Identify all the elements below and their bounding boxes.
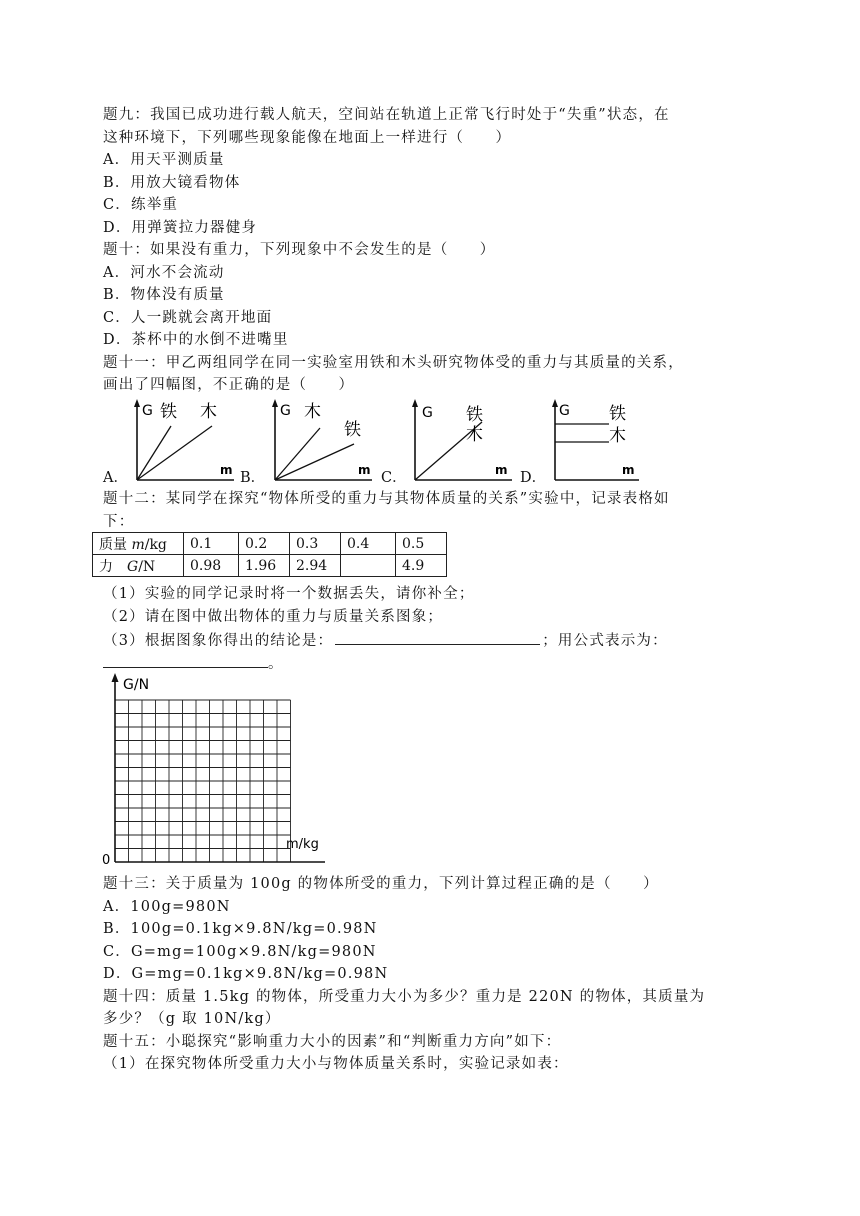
table-cell: 0.3: [290, 533, 341, 555]
formula-blank[interactable]: [103, 652, 268, 668]
q9-stem-line2: 这种环境下，下列哪些现象能像在地面上一样进行（ ）: [103, 130, 512, 146]
axis-label-g: G: [559, 403, 570, 419]
axis-label-g: G: [422, 405, 433, 421]
q10-option-a: A．河水不会流动: [103, 265, 225, 281]
table-cell: 2.94: [290, 555, 341, 577]
table-cell: 0.1: [184, 533, 239, 555]
y-axis-arrow-icon: [552, 399, 558, 407]
label-iron: 铁: [466, 405, 483, 425]
q11-label-c: C．: [381, 470, 407, 486]
label-iron: 铁: [344, 420, 361, 440]
q12-sub3-prefix: （3）根据图象你得出的结论是：: [103, 633, 334, 649]
q9-option-c: C．练举重: [103, 197, 179, 213]
q9-stem-line1: 题九：我国已成功进行载人航天，空间站在轨道上正常飞行时处于“失重”状态，在: [103, 107, 670, 123]
axis-label-g: G: [142, 403, 153, 419]
q11-label-d: D．: [520, 470, 547, 486]
grid-lines: [115, 700, 291, 862]
label-wood: 木: [304, 402, 321, 422]
label-iron: 铁: [160, 402, 177, 422]
axis-label-m: m: [495, 463, 508, 477]
q11-label-b: B．: [240, 470, 266, 486]
y-axis-arrow-icon: [134, 399, 140, 407]
grid-origin-label: 0: [102, 853, 111, 868]
q9-option-a: A．用天平测质量: [103, 152, 225, 168]
axis-label-g: G: [280, 403, 291, 419]
header-mass-prefix: 质量: [99, 536, 132, 553]
table-row-gravity: [93, 555, 447, 577]
q12-sub3-end: 。: [268, 656, 284, 672]
table-cell: 4.9: [396, 555, 447, 577]
grid-y-arrow-icon: [112, 673, 119, 682]
q13-option-d: D．G=mg=0.1kg×9.8N/kg=0.98N: [103, 966, 389, 982]
label-wood: 木: [609, 426, 626, 446]
q14-line2: 多少？（g 取 10N/kg）: [103, 1011, 281, 1027]
iron-line: [137, 426, 171, 480]
q15-line2: （1）在探究物体所受重力大小与物体质量关系时，实验记录如表：: [103, 1056, 569, 1072]
table-cell: 1.96: [239, 555, 290, 577]
header-mass: [93, 533, 184, 555]
q12-sub1: （1）实验的同学记录时将一个数据丢失，请你补全；: [103, 586, 475, 602]
q13-option-a: A．100g=980N: [103, 899, 231, 915]
q13-stem: 题十三：关于质量为 100g 的物体所受的重力，下列计算过程正确的是（ ）: [103, 876, 659, 892]
table-row-mass: [93, 533, 447, 555]
grid-x-label: m/kg: [286, 837, 319, 852]
table-cell: 0.98: [184, 555, 239, 577]
q10-option-d: D．茶杯中的水倒不进嘴里: [103, 332, 289, 348]
q11-stem-line2: 画出了四幅图，不正确的是（ ）: [103, 377, 355, 393]
header-gravity-var: G: [127, 558, 139, 575]
axis-label-m: m: [622, 463, 635, 477]
q10-stem: 题十：如果没有重力，下列现象中不会发生的是（ ）: [103, 242, 496, 258]
q11-graph-a: [120, 398, 236, 483]
header-mass-unit: /kg: [144, 536, 167, 553]
grid-y-label: G/N: [123, 677, 150, 693]
q11-label-a: A．: [103, 470, 128, 486]
q10-option-b: B．物体没有质量: [103, 287, 225, 303]
table-cell-missing[interactable]: [341, 555, 396, 577]
q11-graph-b: [258, 398, 374, 483]
table-cell: 0.5: [396, 533, 447, 555]
wood-line: [137, 426, 212, 480]
table-cell: 0.2: [239, 533, 290, 555]
iron-line: [275, 444, 354, 480]
wood-line: [275, 428, 320, 480]
q11-graph-c: [398, 398, 514, 483]
header-gravity-prefix: 力: [99, 558, 127, 575]
q12-stem-line2: 下：: [103, 514, 135, 530]
q10-option-c: C．人一跳就会离开地面: [103, 310, 273, 326]
header-gravity: [93, 555, 184, 577]
q12-sub2: （2）请在图中做出物体的重力与质量关系图象；: [103, 609, 444, 625]
q11-stem-line1: 题十一：甲乙两组同学在同一实验室用铁和木头研究物体受的重力与其质量的关系，: [103, 355, 684, 371]
q9-option-b: B．用放大镜看物体: [103, 175, 241, 191]
label-iron: 铁: [609, 404, 626, 424]
conclusion-blank[interactable]: [335, 629, 540, 645]
q11-graph-d: [535, 398, 651, 483]
q9-option-d: D．用弹簧拉力器健身: [103, 220, 258, 236]
axis-label-m: m: [220, 463, 233, 477]
q13-option-b: B．100g=0.1kg×9.8N/kg=0.98N: [103, 921, 378, 937]
q12-sub3-formula-prefix: ；用公式表示为：: [542, 633, 668, 649]
y-axis-arrow-icon: [272, 399, 278, 407]
header-mass-var: m: [131, 536, 145, 553]
q12-answer-grid[interactable]: [100, 672, 330, 868]
label-wood: 木: [200, 402, 217, 422]
table-cell: 0.4: [341, 533, 396, 555]
q12-record-table: [92, 532, 447, 577]
q12-sub3: [103, 629, 668, 652]
q12-stem-line1: 题十二：某同学在探究“物体所受的重力与其物体质量的关系”实验中，记录表格如: [103, 491, 670, 507]
q14-line1: 题十四：质量 1.5kg 的物体，所受重力大小为多少？重力是 220N 的物体，其质量为: [103, 989, 706, 1005]
header-gravity-unit: /N: [138, 558, 156, 575]
y-axis-arrow-icon: [412, 399, 418, 407]
q15-line1: 题十五：小聪探究“影响重力大小的因素”和“判断重力方向”如下：: [103, 1034, 562, 1050]
label-wood: 木: [466, 425, 483, 445]
q13-option-c: C．G=mg=100g×9.8N/kg=980N: [103, 944, 377, 960]
axis-label-m: m: [358, 463, 371, 477]
